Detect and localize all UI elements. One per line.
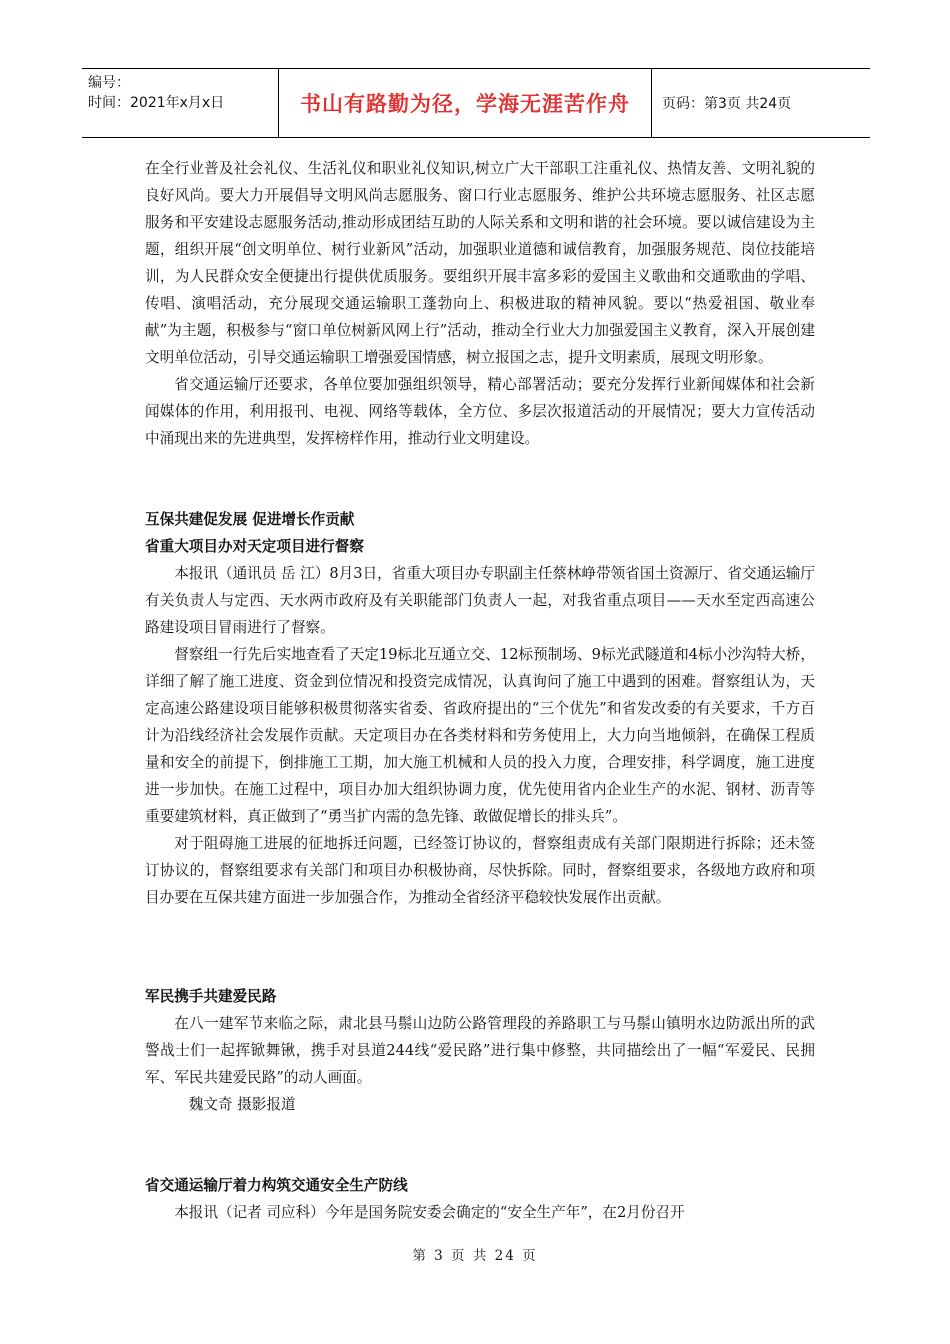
body-paragraph: 在全行业普及社会礼仪、生活礼仪和职业礼仪知识,树立广大干部职工注重礼仪、热情友善、文明礼貌的良好风尚。要大力开展倡导文明风尚志愿服务、窗口行业志愿服务、维护公共环境志愿服务、社区志愿服务和平安建设志愿服务活动,推动形成团结互助的人际关系和文明和谐的社会环境。要以诚信建设为主题，组织开展“创文明单位、树行业新风”活动，加强职业道德和诚信教育，加强服务规范、岗位技能培训，为人民群众安全便捷出行提供优质服务。要组织开展丰富多彩的爱国主义歌曲和交通歌曲的学唱、传唱、演唱活动，充分展现交通运输职工蓬勃向上、积极进取的精神风貌。要以“热爱祖国、敬业奉献”为主题，积极参与“窗口单位树新风网上行”活动，推动全行业大力加强爱国主义教育，深入开展创建文明单位活动，引导交通运输职工增强爱国情感，树立报国之志，提升文明素质，展现文明形象。 <box>145 160 815 366</box>
header-meta <box>82 69 279 137</box>
document-number-label: 编号： <box>88 75 130 91</box>
body-paragraph: 对于阻碍施工进展的征地拆迁问题，已经签订协议的，督察组责成有关部门限期进行拆除；还未签订协议的，督察组要求有关部门和项目办积极协商，尽快拆除。同时，督察组要求，各级地方政府和项目办要在互保共建方面进一步加强合作，为推动全省经济平稳较快发展作出贡献。 <box>145 835 815 906</box>
body-paragraph: 省交通运输厅还要求，各单位要加强组织领导，精心部署活动；要充分发挥行业新闻媒体和社会新闻媒体的作用，利用报刊、电视、网络等载体，全方位、多层次报道活动的开展情况；要大力宣传活动中涌现出来的先进典型，发挥榜样作用，推动行业文明建设。 <box>145 376 815 447</box>
article-title: 军民携手共建爱民路 <box>145 988 277 1005</box>
article-title: 互保共建促发展 促进增长作贡献 <box>145 511 355 528</box>
document-body <box>145 155 815 1226</box>
page-footer: 第 3 页 共 24 页 <box>412 1248 538 1264</box>
article-byline: 魏文奇 摄影报道 <box>188 1096 296 1113</box>
header-motto: 书山有路勤为径，学海无涯苦作舟 <box>279 69 652 137</box>
body-paragraph: 督察组一行先后实地查看了天定19标北互通立交、12标预制场、9标光武隧道和4标小沙沟特大桥，详细了解了施工进度、资金到位情况和投资完成情况，认真询问了施工中遇到的困难。督察组认为，天定高速公路建设项目能够积极贯彻落实省委、省政府提出的“三个优先”和省发改委的有关要求，千方百计为沿线经济社会发展作贡献。天定项目办在各类材料和劳务使用上，大力向当地倾斜，在确保工程质量和安全的前提下，倒排施工工期，加大施工机械和人员的投入力度，合理安排，科学调度，施工进度进一步加快。在施工过程中，项目办加大组织协调力度，优先使用省内企业生产的水泥、钢材、沥青等重要建筑材料，真正做到了“勇当扩内需的急先锋、敢做促增长的排头兵”。 <box>145 646 815 825</box>
document-time-label: 时间：2021年x月x日 <box>88 95 225 111</box>
body-paragraph: 本报讯（通讯员 岳 江）8月3日，省重大项目办专职副主任蔡林峥带领省国土资源厅、省交通运输厅有关负责人与定西、天水两市政府及有关职能部门负责人一起，对我省重点项目——天水至定西高速公路建设项目冒雨进行了督察。 <box>145 565 815 636</box>
article-subtitle: 省重大项目办对天定项目进行督察 <box>145 538 364 555</box>
page-header <box>82 68 870 138</box>
article-title: 省交通运输厅着力构筑交通安全生产防线 <box>145 1177 408 1194</box>
header-page-info: 页码：第3页 共24页 <box>662 96 792 112</box>
body-paragraph: 在八一建军节来临之际，肃北县马鬃山边防公路管理段的养路职工与马鬃山镇明水边防派出所的武警战士们一起挥锨舞锹，携手对县道244线“爱民路”进行集中修整，共同描绘出了一幅“军爱民、民拥军、军民共建爱民路”的动人画面。 <box>145 1015 815 1086</box>
body-paragraph: 本报讯（记者 司应科）今年是国务院安委会确定的“安全生产年”，在2月份召开 <box>174 1204 685 1221</box>
